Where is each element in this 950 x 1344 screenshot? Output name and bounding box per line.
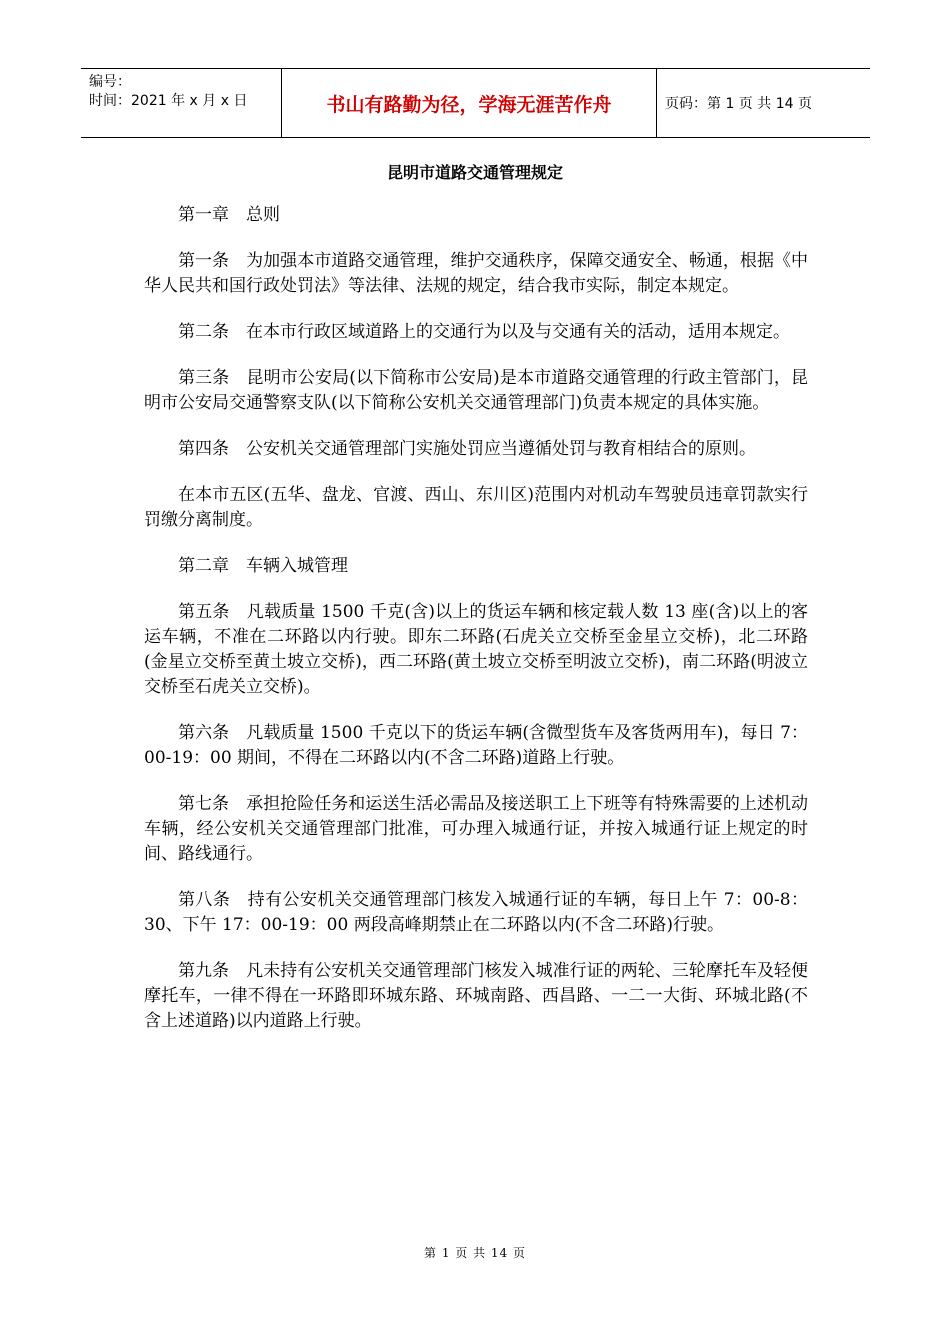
document-body (144, 203, 808, 1055)
article-paragraph: 第三条 昆明市公安局(以下简称市公安局)是本市道路交通管理的行政主管部门，昆明市公安局交通警察支队(以下简称公安机关交通管理部门)负责本规定的具体实施。 (144, 368, 808, 413)
header-meta (81, 69, 282, 137)
chapter-heading: 第一章 总则 (178, 205, 280, 225)
article-paragraph: 第六条 凡载质量 1500 千克以下的货运车辆(含微型货车及客货两用车)，每日 7：00-19：00 期间，不得在二环路以内(不含二环路)道路上行驶。 (144, 723, 808, 768)
document-title: 昆明市道路交通管理规定 (386, 163, 563, 182)
article-paragraph: 第一条 为加强本市道路交通管理，维护交通秩序，保障交通安全、畅通，根据《中华人民共和国行政处罚法》等法律、法规的规定，结合我市实际，制定本规定。 (144, 251, 808, 296)
article-paragraph: 第五条 凡载质量 1500 千克(含)以上的货运车辆和核定载人数 13 座(含)以上的客运车辆，不准在二环路以内行驶。即东二环路(石虎关立交桥至金星立交桥)，北二环路(金星立交桥至黄土坡立交桥)，西二环路(黄土坡立交桥至明波立交桥)，南二环路(明波立交桥至石虎关立交桥)。 (144, 602, 808, 697)
number-label: 编号： (89, 74, 131, 90)
chapter-heading: 第二章 车辆入城管理 (178, 556, 348, 576)
page-footer: 第 1 页 共 14 页 (424, 1246, 526, 1260)
article-paragraph: 第二条 在本市行政区域道路上的交通行为以及与交通有关的活动，适用本规定。 (178, 322, 790, 342)
header-page-info: 页码：第 1 页 共 14 页 (665, 96, 812, 112)
article-paragraph: 第九条 凡未持有公安机关交通管理部门核发入城准行证的两轮、三轮摩托车及轻便摩托车，一律不得在一环路即环城东路、环城南路、西昌路、一二一大街、环城北路(不含上述道路)以内道路上行驶。 (144, 961, 808, 1031)
article-paragraph: 在本市五区(五华、盘龙、官渡、西山、东川区)范围内对机动车驾驶员违章罚款实行罚缴分离制度。 (144, 485, 808, 530)
time-label: 时间：2021 年 x 月 x 日 (89, 93, 248, 109)
page-header (81, 68, 870, 138)
article-paragraph: 第八条 持有公安机关交通管理部门核发入城通行证的车辆，每日上午 7：00-8：30、下午 17：00-19：00 两段高峰期禁止在二环路以内(不含二环路)行驶。 (144, 890, 808, 935)
header-motto: 书山有路勤为径，学海无涯苦作舟 (282, 69, 657, 137)
article-paragraph: 第七条 承担抢险任务和运送生活必需品及接送职工上下班等有特殊需要的上述机动车辆，经公安机关交通管理部门批准，可办理入城通行证，并按入城通行证上规定的时间、路线通行。 (144, 794, 808, 864)
article-paragraph: 第四条 公安机关交通管理部门实施处罚应当遵循处罚与教育相结合的原则。 (178, 439, 756, 459)
